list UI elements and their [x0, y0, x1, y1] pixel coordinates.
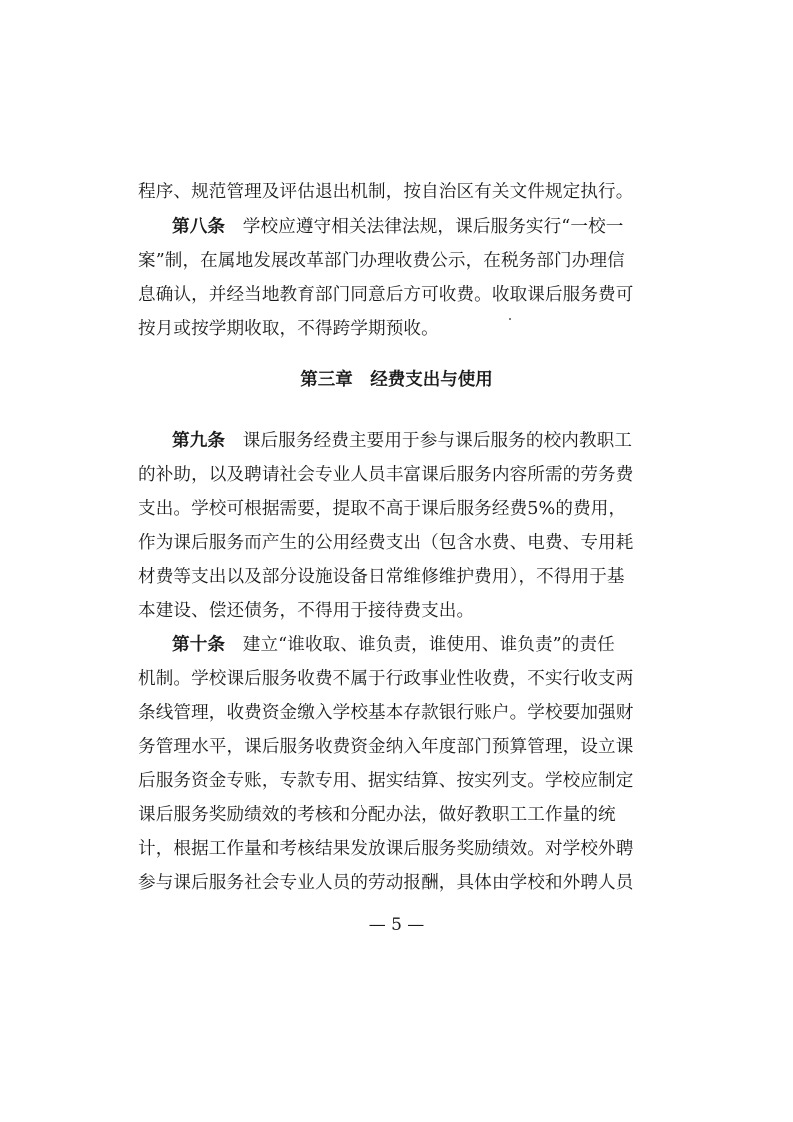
- paragraph-line: 作为课后服务而产生的公用经费支出（包含水费、电费、专用耗: [138, 533, 634, 553]
- paragraph-line: 程序、规范管理及评估退出机制，按自治区有关文件规定执行。: [138, 182, 634, 202]
- paragraph-line: 机制。学校课后服务收费不属于行政事业性收费，不实行收支两: [138, 669, 634, 689]
- chapter-heading: 第三章 经费支出与使用: [300, 370, 493, 390]
- article-8-text: 学校应遵守相关法律法规，课后服务实行“一校一: [242, 217, 624, 237]
- paragraph-line: 条线管理，收费资金缴入学校基本存款银行账户。学校要加强财: [138, 703, 634, 723]
- paragraph-line: 后服务资金专账，专款专用、据实结算、按实列支。学校应制定: [138, 771, 634, 791]
- article-10-text: 建立“谁收取、谁负责，谁使用、谁负责”的责任: [242, 635, 615, 655]
- paragraph-line: 本建设、偿还债务，不得用于接待费支出。: [138, 601, 475, 621]
- paragraph-line: 课后服务奖励绩效的考核和分配办法，做好教职工工作量的统: [138, 805, 616, 825]
- paragraph-line: 参与课后服务社会专业人员的劳动报酬，具体由学校和外聘人员: [138, 873, 634, 893]
- paragraph-line: 材费等支出以及部分设施设备日常维修维护费用），不得用于基: [138, 567, 625, 587]
- article-9-first-line: [172, 429, 658, 453]
- paragraph-line: 支出。学校可根据需要，提取不高于课后服务经费5%的费用，: [138, 499, 627, 519]
- paragraph-line: 息确认，并经当地教育部门同意后方可收费。收取课后服务费可: [138, 285, 634, 305]
- paragraph-line: 案”制，在属地发展改革部门办理收费公示，在税务部门办理信: [138, 251, 625, 271]
- stray-dot-mark: [509, 318, 511, 320]
- paragraph-line: 按月或按学期收取，不得跨学期预收。: [138, 319, 439, 339]
- page-number: — 5 —: [368, 915, 425, 935]
- article-10-first-line: [172, 633, 658, 657]
- article-10-label: 第十条: [172, 635, 226, 655]
- article-9-label: 第九条: [172, 431, 226, 451]
- paragraph-line: 计，根据工作量和考核结果发放课后服务奖励绩效。对学校外聘: [138, 839, 634, 859]
- article-9-text: 课后服务经费主要用于参与课后服务的校内教职工: [242, 431, 633, 451]
- article-8-first-line: [172, 215, 658, 239]
- article-8-label: 第八条: [172, 217, 226, 237]
- paragraph-line: 的补助，以及聘请社会专业人员丰富课后服务内容所需的劳务费: [138, 465, 634, 485]
- paragraph-line: 务管理水平，课后服务收费资金纳入年度部门预算管理，设立课: [138, 737, 634, 757]
